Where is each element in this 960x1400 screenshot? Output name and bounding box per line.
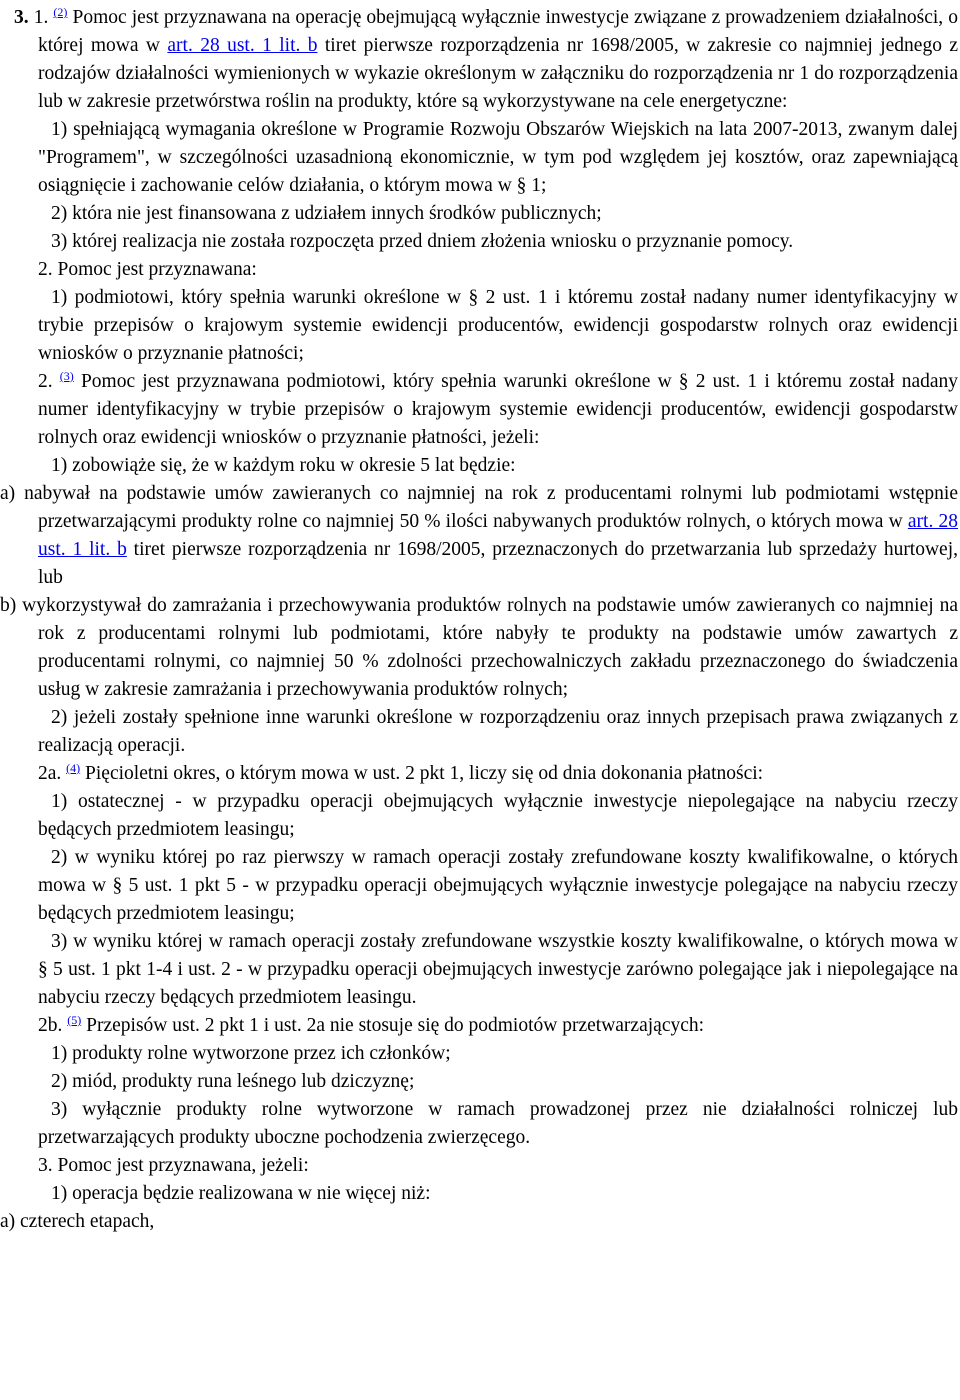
sub-item-a: a) nabywał na podstawie umów zawieranych co najmniej na rok z producentami rolnymi lub podmiotami wstępnie przetwarzającymi produkty rolne co najmniej 50 % ilości nabywanych produktów rolnych, o których mowa w art. 28 ust. 1 lit. b tiret pierwsze rozporządzenia nr 1698/2005, przeznaczonych do przetwarzania lub sprzedaży hurtowej, lub (0, 483, 959, 588)
footnote-ref-3[interactable]: (3) (59, 369, 74, 383)
paragraph-2-alt (0, 368, 958, 452)
list-item: 2) miód, produkty runa leśnego lub dziczyznę; (51, 1071, 415, 1092)
list-item: 1) operacja będzie realizowana w nie więcej niż: (51, 1183, 431, 1204)
paragraph-number: 1. (28, 7, 54, 28)
list-item: 3) w wyniku której w ramach operacji zostały zrefundowane wszystkie koszty kwalifikowalne, o których mowa w § 5 ust. 1 pkt 1-4 i ust. 2 - w przypadku operacji obejmujących inwestycje zarówno polegające jak i niepolegające na nabyciu rzeczy będących przedmiotem leasingu. (38, 931, 958, 1008)
footnote-ref-4[interactable]: (4) (66, 761, 81, 775)
sub-item-a: a) czterech etapach, (0, 1211, 155, 1232)
list-item: 1) ostatecznej - w przypadku operacji obejmujących wyłącznie inwestycje niepolegające na nabyciu rzeczy będących przedmiotem leasingu; (38, 791, 958, 840)
document-page (0, 4, 958, 1236)
paragraph-2a (0, 760, 958, 788)
paragraph-number: 2a. (38, 763, 67, 784)
list-item: 3) wyłącznie produkty rolne wytworzone w ramach prowadzonej przez nie działalności rolniczej lub przetwarzających produkty uboczne pochodzenia zwierzęcego. (38, 1099, 958, 1148)
paragraph-text: Pomoc jest przyznawana na operację obejmującą wyłącznie inwestycje związane z prowadzeniem działalności, o której mowa w (38, 7, 959, 56)
paragraph-2b (0, 1012, 958, 1040)
paragraph-text: tiret pierwsze rozporządzenia nr 1698/2005, w zakresie co najmniej jednego z rodzajów działalności wymienionych w wykazie określonym w załączniku do rozporządzenia nr 1 do rozporządzenia lub w zakresie przetwórstwa roślin na produkty, które są wykorzystywane na cele energetyczne: (38, 35, 958, 112)
footnote-ref-2[interactable]: (2) (53, 5, 68, 19)
paragraph-text: Pomoc jest przyznawana podmiotowi, który spełnia warunki określone w § 2 ust. 1 i któremu został nadany numer identyfikacyjny w trybie przepisów o krajowym systemie ewidencji producentów, ewidencji gospodarstw rolnych oraz ewidencji wniosków o przyznanie płatności, jeżeli: (38, 371, 959, 448)
list-item: 1) zobowiąże się, że w każdym roku w okresie 5 lat będzie: (51, 455, 516, 476)
list-item: 1) podmiotowi, który spełnia warunki określone w § 2 ust. 1 i któremu został nadany numer identyfikacyjny w trybie przepisów o krajowym systemie ewidencji producentów, ewidencji gospodarstw rolnych oraz ewidencji wniosków o przyznanie płatności; (38, 287, 958, 364)
paragraph-text: Przepisów ust. 2 pkt 1 i ust. 2a nie stosuje się do podmiotów przetwarzających: (81, 1015, 705, 1036)
section-number: 3. (14, 7, 29, 28)
paragraph-text: Pięcioletni okres, o którym mowa w ust. 2 pkt 1, liczy się od dnia dokonania płatności: (80, 763, 764, 784)
paragraph-1 (0, 4, 958, 116)
paragraph-3-lead: 3. Pomoc jest przyznawana, jeżeli: (38, 1155, 309, 1176)
list-item: 2) która nie jest finansowana z udziałem innych środków publicznych; (51, 203, 602, 224)
paragraph-number: 2. (38, 371, 60, 392)
article-link[interactable]: art. 28 ust. 1 lit. b (38, 511, 958, 560)
article-link[interactable]: art. 28 ust. 1 lit. b (167, 35, 318, 56)
footnote-ref-5[interactable]: (5) (67, 1013, 82, 1027)
list-item: 1) spełniającą wymagania określone w Programie Rozwoju Obszarów Wiejskich na lata 2007-2013, zwanym dalej "Programem", w szczególności uzasadnioną ekonomicznie, w tym pod względem jej kosztów, oraz zapewniającą osiągnięcie i zachowanie celów działania, o którym mowa w § 1; (38, 119, 958, 196)
paragraph-number: 2b. (38, 1015, 68, 1036)
sub-item-b: b) wykorzystywał do zamrażania i przechowywania produktów rolnych na podstawie umów zawieranych co najmniej na rok z producentami rolnymi lub podmiotami, które nabyły te produkty na podstawie umów zawartych z producentami rolnymi, co najmniej 50 % zdolności przechowalniczych zakładu przeznaczonego do świadczenia usług w zakresie zamrażania i przechowywania produktów rolnych; (0, 595, 958, 700)
list-item: 2) jeżeli zostały spełnione inne warunki określone w rozporządzeniu oraz innych przepisach prawa związanych z realizacją operacji. (38, 707, 958, 756)
list-item: 3) której realizacja nie została rozpoczęta przed dniem złożenia wniosku o przyznanie pomocy. (51, 231, 794, 252)
list-item: 2) w wyniku której po raz pierwszy w ramach operacji zostały zrefundowane koszty kwalifikowalne, o których mowa w § 5 ust. 1 pkt 5 - w przypadku operacji obejmujących wyłącznie inwestycje polegające na nabyciu rzeczy będących przedmiotem leasingu; (38, 847, 958, 924)
paragraph-2-lead: 2. Pomoc jest przyznawana: (38, 259, 257, 280)
list-item: 1) produkty rolne wytworzone przez ich członków; (51, 1043, 451, 1064)
